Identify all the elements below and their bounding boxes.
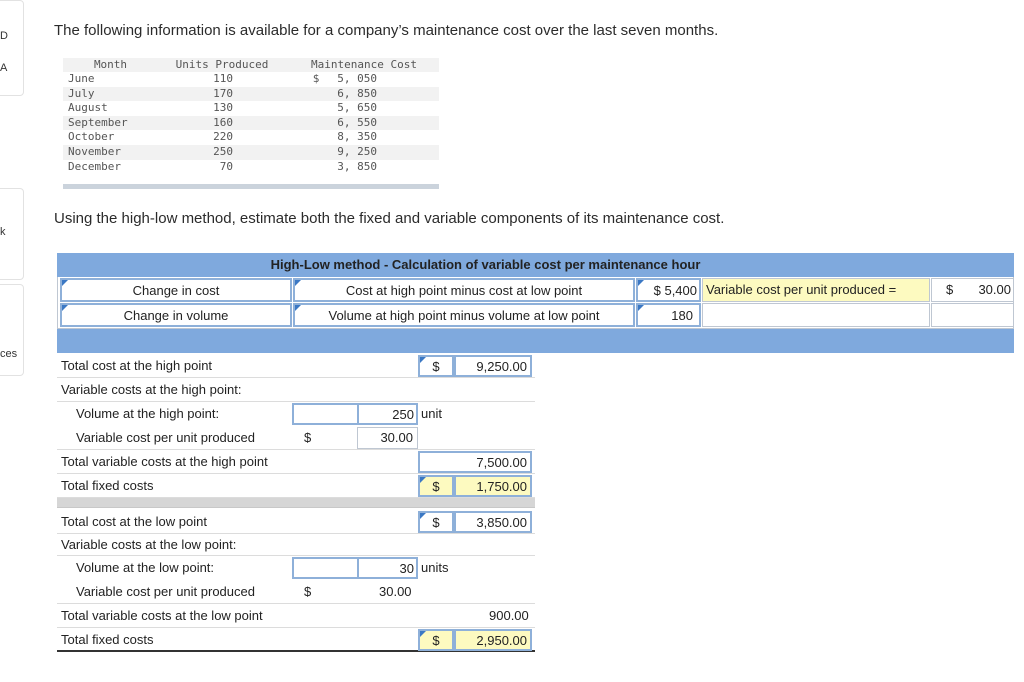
cost-cell: 8, 350 — [337, 130, 377, 144]
low-volume-label: Volume at the low point: — [76, 560, 215, 575]
empty-cell — [702, 303, 930, 327]
low-fixed-input[interactable] — [454, 629, 532, 651]
units-cell: 70 — [219, 159, 233, 173]
low-volume-unit: units — [421, 560, 449, 575]
units-cell: 110 — [213, 72, 233, 85]
units-cell: 160 — [213, 115, 233, 129]
table-header — [63, 58, 439, 72]
input-marker-icon — [638, 305, 644, 311]
high-total-var-value: 7,500.00 — [476, 455, 527, 470]
month-cell: September — [68, 115, 128, 129]
input-marker-icon — [420, 631, 426, 637]
input-marker-icon — [420, 357, 426, 363]
low-fixed-dollar[interactable] — [418, 629, 454, 651]
low-total-var-row — [57, 604, 535, 628]
variable-cost-label: Variable cost per unit produced = — [706, 282, 897, 297]
side-fragment: k — [0, 226, 6, 238]
low-total-cost-label: Total cost at the low point — [61, 514, 207, 529]
high-total-cost-input[interactable] — [454, 355, 532, 377]
variable-cost-result: 30.00 — [978, 282, 1011, 297]
side-card[interactable] — [0, 284, 24, 376]
low-fixed-row — [57, 628, 535, 652]
low-volume-value-input[interactable] — [357, 557, 418, 579]
header-month: Month — [93, 58, 128, 71]
month-cell: December — [68, 159, 121, 173]
dollar-sign: $ — [432, 359, 440, 374]
dollar-sign: $ — [312, 72, 320, 85]
low-var-heading-row — [57, 534, 535, 556]
section-divider — [57, 498, 535, 508]
month-cell: July — [68, 86, 95, 100]
dropdown-marker-icon — [295, 280, 301, 286]
dropdown-marker-icon — [295, 305, 301, 311]
volume-description-select[interactable] — [293, 303, 635, 327]
change-in-volume-select[interactable] — [60, 303, 292, 327]
high-total-var-input[interactable] — [418, 451, 532, 473]
high-volume-label: Volume at the high point: — [76, 406, 220, 421]
change-in-cost-input[interactable] — [636, 278, 701, 302]
month-cell: October — [68, 130, 115, 144]
high-total-var-row — [57, 450, 535, 474]
dollar-sign: $ — [304, 584, 312, 599]
input-marker-icon — [420, 513, 426, 519]
low-vc-value: 30.00 — [379, 584, 412, 599]
low-total-var-value: 900.00 — [489, 608, 529, 623]
side-fragment: A — [0, 62, 8, 74]
dollar-sign: $ — [432, 633, 440, 648]
table-row — [63, 160, 439, 175]
low-volume-row — [57, 556, 535, 580]
high-fixed-input[interactable] — [454, 475, 532, 497]
high-total-var-label: Total variable costs at the high point — [61, 454, 268, 469]
low-vc-label: Variable cost per unit produced — [76, 584, 255, 599]
input-marker-icon — [420, 477, 426, 483]
high-vc-value: 30.00 — [380, 430, 413, 445]
cost-cell: 3, 850 — [337, 159, 377, 173]
side-fragment: D — [0, 30, 8, 42]
dropdown-marker-icon — [62, 280, 68, 286]
low-fixed-label: Total fixed costs — [61, 632, 154, 647]
high-var-heading: Variable costs at the high point: — [61, 382, 242, 397]
table-bottom-border — [63, 184, 439, 189]
high-vc-row — [57, 426, 535, 450]
variable-cost-result-cell — [931, 278, 1014, 302]
table-row — [63, 130, 439, 145]
dollar-sign: $ — [432, 515, 440, 530]
cost-description-select[interactable] — [293, 278, 635, 302]
low-total-cost-value: 3,850.00 — [476, 515, 527, 530]
cost-cell: 9, 250 — [337, 144, 377, 158]
high-fixed-row — [57, 474, 535, 498]
high-total-cost-dollar[interactable] — [418, 355, 454, 377]
change-rows — [57, 277, 1014, 329]
change-in-cost-select[interactable] — [60, 278, 292, 302]
high-volume-value: 250 — [392, 407, 414, 422]
high-volume-unit: unit — [421, 406, 442, 421]
dollar-sign: $ — [304, 430, 312, 445]
cost-cell: 6, 550 — [337, 115, 377, 129]
low-total-cost-input[interactable] — [454, 511, 532, 533]
header-cost: Maintenance Cost — [311, 58, 417, 71]
low-vc-row — [57, 580, 535, 604]
high-vc-label: Variable cost per unit produced — [76, 430, 255, 445]
change-in-volume-value: 180 — [671, 308, 693, 323]
units-cell: 220 — [213, 130, 233, 144]
table-row — [63, 116, 439, 131]
variable-cost-label-cell — [702, 278, 930, 302]
volume-description: Volume at high point minus volume at low point — [328, 308, 600, 323]
high-total-cost-value: 9,250.00 — [476, 359, 527, 374]
blue-divider-band — [57, 329, 1014, 353]
question-text: The following information is available for a company’s maintenance cost over the last seven months. — [54, 22, 719, 39]
maintenance-data-table — [63, 58, 439, 189]
high-vc-value-cell — [357, 427, 418, 449]
change-in-cost-value: $ 5,400 — [653, 283, 697, 298]
cost-cell: 6, 850 — [337, 86, 377, 100]
empty-cell — [931, 303, 1014, 327]
units-cell: 170 — [213, 86, 233, 100]
side-card[interactable] — [0, 0, 24, 96]
input-marker-icon — [638, 280, 644, 286]
low-total-cost-row — [57, 510, 535, 534]
change-in-volume-label: Change in volume — [123, 308, 229, 323]
title-band — [57, 253, 1014, 277]
high-volume-row — [57, 402, 535, 426]
month-cell: June — [68, 72, 95, 85]
low-fixed-value: 2,950.00 — [476, 633, 527, 648]
high-point-calculation — [57, 354, 535, 508]
units-cell: 130 — [213, 101, 233, 115]
low-point-calculation — [57, 510, 535, 652]
month-cell: November — [68, 144, 121, 158]
header-units: Units Produced — [175, 58, 269, 71]
dropdown-marker-icon — [62, 305, 68, 311]
high-total-cost-row — [57, 354, 535, 378]
table-row — [63, 145, 439, 160]
month-cell: August — [68, 101, 108, 115]
calculation-title: High-Low method - Calculation of variable cost per maintenance hour — [270, 257, 701, 272]
dollar-sign: $ — [432, 479, 440, 494]
high-var-heading-row — [57, 378, 535, 402]
cost-cell: 5, 050 — [337, 72, 377, 85]
cost-description: Cost at high point minus cost at low point — [345, 283, 583, 298]
low-volume-value: 30 — [399, 561, 414, 576]
units-cell: 250 — [213, 144, 233, 158]
low-total-cost-dollar[interactable] — [418, 511, 454, 533]
high-fixed-value: 1,750.00 — [476, 479, 527, 494]
high-fixed-label: Total fixed costs — [61, 478, 154, 493]
dollar-sign: $ — [946, 282, 954, 297]
change-in-volume-input[interactable] — [636, 303, 701, 327]
side-fragment: ces — [0, 348, 18, 360]
cost-cell: 5, 650 — [337, 101, 377, 115]
table-row — [63, 101, 439, 116]
high-low-calculation — [57, 253, 1014, 353]
instruction-text: Using the high-low method, estimate both the fixed and variable components of its maintenance cost. — [54, 210, 725, 227]
change-in-cost-label: Change in cost — [132, 283, 220, 298]
high-total-cost-label: Total cost at the high point — [61, 358, 213, 373]
high-fixed-dollar[interactable] — [418, 475, 454, 497]
table-row — [63, 72, 439, 87]
low-var-heading: Variable costs at the low point: — [61, 537, 237, 552]
high-volume-value-input[interactable] — [357, 403, 418, 425]
table-row — [63, 87, 439, 102]
low-total-var-label: Total variable costs at the low point — [61, 608, 263, 623]
